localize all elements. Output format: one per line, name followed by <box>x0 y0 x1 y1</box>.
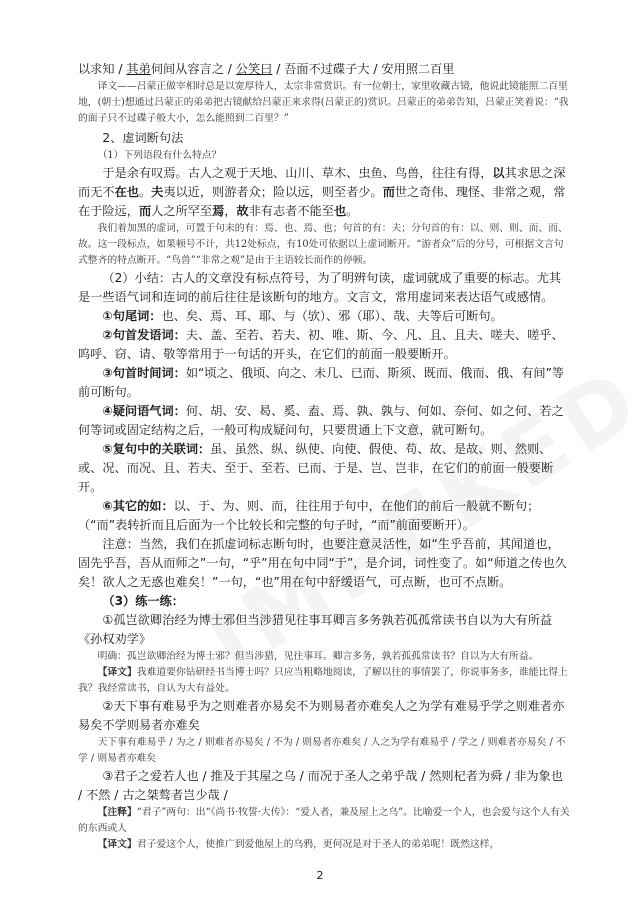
practice-title: （3）练一练： <box>102 594 184 608</box>
rule-label: ⑥其它的如： <box>102 499 174 513</box>
rule-text: 如“顷之、俄顷、向之、未几、已而、斯须、既而、俄而、俄、有间”等前可断句。 <box>78 366 565 399</box>
passage-bold: 焉 <box>212 204 225 218</box>
translation-label: 【译文】 <box>97 839 137 850</box>
passage-text: 夷以近，则游者众；险以远，则至者少。 <box>163 185 383 199</box>
rule-text: 夫、盖、至若、若夫、初、唯、斯、今、凡、且、且夫、嗟夫、嗟乎、呜呼、窃、请、敬等常用于一句话的开头，在它们的前面一般要断开。 <box>78 328 564 361</box>
top-line-c: 伺间从容言之 / <box>150 62 236 76</box>
exercise-1-answer: 明确：孤岂欲卿治经为博士邪？但当涉猎，见往事耳。卿言多务，孰若孤孤常读书？自以为大有所益。 <box>97 651 539 662</box>
document-page <box>78 60 570 853</box>
exercise-1-question: ①孤岂欲卿治经为博士邪但当涉猎见往事耳卿言多务孰若孤孤常读书自以为大有所益《孙权劝学》 <box>78 613 553 646</box>
rule-text: 以、于、为、则、而，往往用于句中，在他们的前后一般就不断句；（“而”表转折而且后面为一个比较长和完整的句子时，“而”前面要断开）。 <box>78 499 540 532</box>
rule-label: ⑤复句中的关联词： <box>102 442 211 456</box>
rule-2 <box>78 326 570 364</box>
top-line-e: / 吾面不过碟子大 / 安用照二百里 <box>272 62 455 76</box>
page-number: 2 <box>316 869 324 882</box>
note-1: 我们着加黑的虚词，可置于句末的有：焉、也、焉、也；句首的有：夫；分句首的有：以、则、则、而、而、故。这一段标点，如果顿号不计，共12处标点，有10处可依据以上虚词断开。“游者众”后的分号，可根据文言句式整齐的特点断开。“鸟兽”“非常之观”是由于主语较长而作的停顿。 <box>78 223 568 266</box>
caution: 注意：当然，我们在抓虚词标志断句时，也要注意灵活性，如“生乎吾前，其闻道也，固先乎吾，吾从而师之”一句，“乎”用在句中同“于”，是介词，词性变了。如“师道之传也久矣！欲人之无惑也难矣！”一句，“也”用在句中舒缓语气，可点断，也可不点断。 <box>78 537 567 589</box>
passage-text: 非有志者不能至 <box>248 204 334 218</box>
passage-bold: 夫 <box>151 185 164 199</box>
passage-text: 世之奇伟、瑰怪、非常之观，常在于险远， <box>78 185 566 218</box>
exercise-2-answer: 天下事有难易乎 / 为之 / 则难者亦易矣 / 不为 / 则易者亦难矣 / 人之为学有难易乎 / 学之 / 则难者亦易矣 / 不学 / 则易者亦难矣 <box>78 737 566 764</box>
passage-text: ， <box>224 204 237 218</box>
rule-3 <box>78 364 570 402</box>
translation-text: 我难道要你钻研经书当博士吗？只应当粗略地阅读，了解以往的事情罢了，你说事务多，谁能比得上我？我经常读书，自认为大有益处。 <box>78 667 568 694</box>
note-text: “君子”两句：出“《尚书·牧誓·大传》：“爱人者，兼及屋上之乌”。比喻爱一个人，也会爱与这个人有关的东西或人 <box>78 807 570 834</box>
rule-1 <box>78 307 570 326</box>
passage-bold: 以 <box>492 166 505 180</box>
passage-bold: 在也 <box>114 185 139 199</box>
translation-label: 【译文】 <box>97 667 137 678</box>
passage-text: 。 <box>138 185 152 199</box>
passage-text: 其求思之深而无不 <box>78 166 566 199</box>
passage-bold: 而 <box>382 185 395 199</box>
translation-text: 君子爱这个人，使推广到爱他屋上的乌鸦，更何况是对于圣人的弟弟呢！既然这样， <box>136 839 500 850</box>
passage-bold: 故 <box>236 204 249 218</box>
summary: （2）小结：古人的文章没有标点符号，为了明辨句读，虚词就成了重要的标志。尤其是一些语气词和连词的前后往往是该断句的地方。文言文，常用虚词来表达语气或感情。 <box>78 271 562 304</box>
rule-label: ③句首时间词： <box>102 366 186 380</box>
rule-label: ④疑问语气词： <box>102 404 186 418</box>
rule-4 <box>78 402 570 440</box>
rule-text: 虽、虽然、纵、纵使、向使、假使、苟、故、是故、则、然则、或、况、而况、且、若夫、至于、至若、已而、于是、岂、岂非，在它们的前面一般要断开。 <box>78 442 554 494</box>
top-line-a: 以求知 / <box>78 62 127 76</box>
section-heading: 2、虚词断句法 <box>102 131 184 145</box>
exercise-3-note <box>78 805 570 837</box>
passage <box>78 164 570 221</box>
top-line <box>78 60 570 79</box>
passage-text: 人之所罕至 <box>151 204 213 218</box>
exercise-2-question: ②天下事有难易乎为之则难者亦易矣不为则易者亦难矣人之为学有难易乎学之则难者亦易矣不学则易者亦难矣 <box>78 699 565 732</box>
passage-text: 。 <box>346 204 359 218</box>
rule-5 <box>78 440 570 497</box>
passage-bold: 也 <box>333 204 347 218</box>
rule-text: 也、矣、焉、耳、耶、与（欤）、邪（耶）、哉、夫等后可断句。 <box>161 309 503 323</box>
passage-bold: 而 <box>138 204 152 218</box>
note-label: 【注释】 <box>97 807 137 818</box>
exercise-3-question: ③君子之爱若人也 / 推及于其屋之乌 / 而况于圣人之弟乎哉 / 然则杞者为舜 / 非为象也 / 不然 / 古之桀骜者岂少哉 / <box>78 769 563 802</box>
rule-label: ②句首发语词： <box>102 328 186 342</box>
translation-1: 译文——吕蒙正做宰相时总是以宽厚待人，太宗非常赏识。有一位朝士，家里收藏古镜，他说此镜能照二百里地，(朝士)想通过吕蒙正的弟弟把古镜献给吕蒙正来求得(吕蒙正的)赏识。吕蒙正的弟弟告知，吕蒙正笑着说：“我的面子只不过碟子般大小，怎么能照到二百里？” <box>78 81 569 124</box>
top-line-d: 公笑曰 <box>235 62 273 76</box>
exercise-1-translation <box>78 665 570 697</box>
top-line-b: 其弟 <box>126 62 151 76</box>
passage-text: 于是余有叹焉。古人之观于天地、山川、草木、虫鱼、鸟兽，往往有得， <box>102 166 493 180</box>
rule-6 <box>78 497 570 535</box>
rule-text: 何、胡、安、曷、奚、盍、焉、孰、孰与、何如、奈何、如之何、若之何等词或固定结构之后，一般可构成疑问句，只要贯通上下文意，就可断句。 <box>78 404 564 437</box>
exercise-3-translation <box>78 837 570 853</box>
question-1: （1）下列语段有什么特点？ <box>97 150 222 161</box>
rule-label: ①句尾词： <box>102 309 162 323</box>
